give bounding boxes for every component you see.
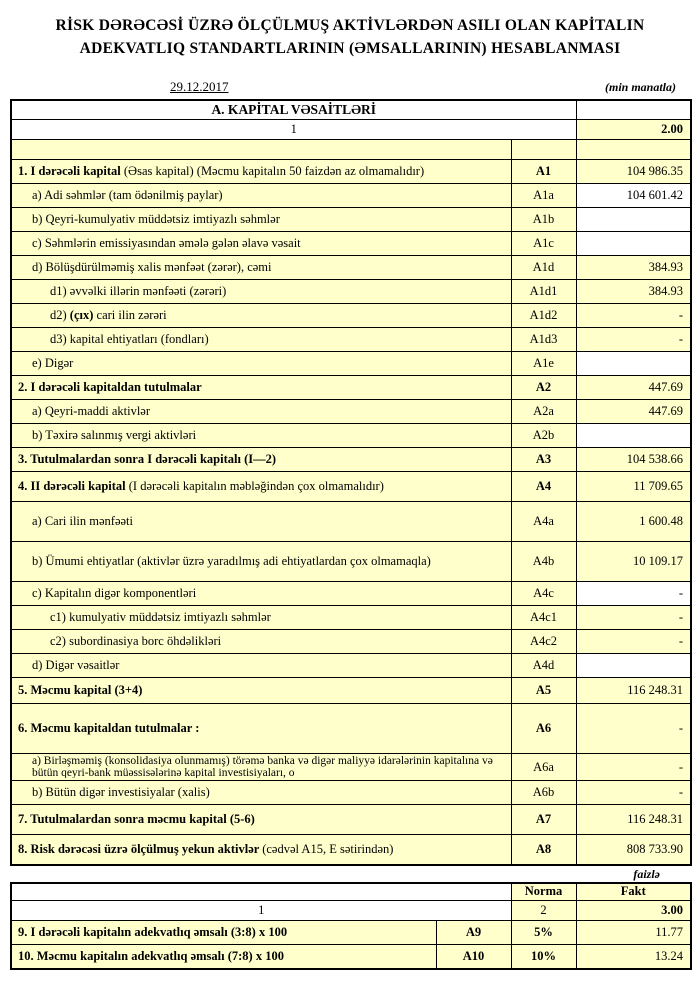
row-fakt-cell: 11.77 xyxy=(576,921,691,945)
row-label-cell xyxy=(11,376,511,400)
row-label-cell xyxy=(11,232,511,256)
row-code-cell: A6 xyxy=(511,704,576,754)
row-label-text: a) Birləşməmiş (konsolidasiya olunmamış) törəmə banka və digər maliyyə idarələrinin kapitalına və bütün qeyri-bank müəssisələrinə kapital investisiyaları, o xyxy=(32,755,493,778)
row-label-text: 7. Tutulmalardan sonra məcmu kapital (5-6) xyxy=(18,812,255,826)
row-code-cell: A5 xyxy=(511,678,576,704)
title-line-1: RİSK DƏRƏCƏSİ ÜZRƏ ÖLÇÜLMUŞ AKTİVLƏRDƏN ASILI OLAN KAPİTALIN xyxy=(55,17,645,34)
row-code-cell: A1e xyxy=(511,352,576,376)
row-label-cell: 10. Məcmu kapitalın adekvatlıq əmsalı (7:8) x 100 xyxy=(11,945,436,969)
row-label-text: c) Səhmlərin emissiyasından əmələ gələn əlavə vəsait xyxy=(32,236,301,250)
table-row xyxy=(11,256,691,280)
row-norma-cell: 10% xyxy=(511,945,576,969)
table-row xyxy=(11,140,691,160)
row-label-text: b) Təxirə salınmış vergi aktivləri xyxy=(32,428,197,442)
row-value-cell: 10 109.17 xyxy=(576,542,691,582)
row-code-cell: A4d xyxy=(511,654,576,678)
title-line-2: ADEKVATLIQ STANDARTLARININ (ƏMSALLARININ) HESABLANMASI xyxy=(79,40,621,58)
row-norma-cell: 5% xyxy=(511,921,576,945)
table-row xyxy=(11,400,691,424)
table-row xyxy=(11,630,691,654)
row-label-cell xyxy=(11,140,511,160)
ratio-col2-header: 2 xyxy=(511,901,576,921)
row-label-text: 5. Məcmu kapital (3+4) xyxy=(18,683,143,697)
capital-table-body xyxy=(11,140,691,865)
table-row xyxy=(11,921,691,945)
row-code-cell: A4c1 xyxy=(511,606,576,630)
row-value-cell: - xyxy=(576,704,691,754)
row-label-text: (Əsas kapital) (Məcmu kapitalın 50 faizdən az olmamalıdır) xyxy=(123,164,425,178)
report-date: 29.12.2017 xyxy=(170,78,229,94)
row-code-cell: A1b xyxy=(511,208,576,232)
row-label-cell xyxy=(11,472,511,502)
row-label-text: d1) əvvəlki illərin mənfəəti (zərəri) xyxy=(50,284,227,298)
row-value-cell xyxy=(576,140,691,160)
row-label-cell xyxy=(11,184,511,208)
row-label-text: d) Digər vəsaitlər xyxy=(32,658,120,672)
row-label-cell xyxy=(11,781,511,805)
row-code-cell: A4 xyxy=(511,472,576,502)
row-code-cell: A4c2 xyxy=(511,630,576,654)
fakt-header: Fakt xyxy=(576,883,691,901)
row-label-text: (I dərəcəli kapitalın məbləğindən çox olmamalıdır) xyxy=(128,479,384,493)
row-label-cell xyxy=(11,304,511,328)
column-header-row xyxy=(11,120,691,140)
row-label-cell xyxy=(11,704,511,754)
table-row xyxy=(11,184,691,208)
row-value-cell: 384.93 xyxy=(576,256,691,280)
row-label-text: d3) kapital ehtiyatları (fondları) xyxy=(50,332,209,346)
capital-table xyxy=(10,99,692,866)
table-row xyxy=(11,160,691,184)
table-row xyxy=(11,781,691,805)
table-row xyxy=(11,472,691,502)
row-value-cell: 104 601.42 xyxy=(576,184,691,208)
row-label-text: 3. Tutulmalardan sonra I dərəcəli kapitalı (I—2) xyxy=(18,452,277,466)
row-label-text: c1) kumulyativ müddətsiz imtiyazlı səhmlər xyxy=(50,610,271,624)
row-label-text: b) Bütün digər investisiyalar (xalis) xyxy=(32,785,210,799)
row-code-cell: A1c xyxy=(511,232,576,256)
column-header-1: 1 xyxy=(11,120,576,140)
row-label-text: 6. Məcmu kapitaldan tutulmalar : xyxy=(18,721,200,735)
row-label-cell xyxy=(11,754,511,781)
row-label-text: 8. Risk dərəcəsi üzrə ölçülmuş yekun aktivlər xyxy=(18,841,263,856)
row-value-cell: - xyxy=(576,754,691,781)
row-label-cell xyxy=(11,654,511,678)
row-label-text: (cədvəl A15, E sətirindən) xyxy=(262,841,394,856)
row-label-cell xyxy=(11,280,511,304)
row-label-cell: 9. I dərəcəli kapitalın adekvatlıq əmsalı (3:8) x 100 xyxy=(11,921,436,945)
table-row xyxy=(11,805,691,835)
table-row xyxy=(11,678,691,704)
row-code-cell: A8 xyxy=(511,835,576,865)
row-value-cell: - xyxy=(576,606,691,630)
norma-header: Norma xyxy=(511,883,576,901)
row-code-cell: A6a xyxy=(511,754,576,781)
table-row xyxy=(11,654,691,678)
row-value-cell: 11 709.65 xyxy=(576,472,691,502)
row-label-cell xyxy=(11,805,511,835)
row-label-text: 2. I dərəcəli kapitaldan tutulmalar xyxy=(18,380,202,394)
table-row xyxy=(11,232,691,256)
row-code-cell: A4c xyxy=(511,582,576,606)
table-row xyxy=(11,704,691,754)
row-label-cell xyxy=(11,400,511,424)
row-code-cell: A1d2 xyxy=(511,304,576,328)
row-code-cell: A10 xyxy=(436,945,511,969)
row-label-cell xyxy=(11,835,511,865)
row-value-cell xyxy=(576,352,691,376)
row-label-text: b) Ümumi ehtiyatlar (aktivlər üzrə yaradılmış adi ehtiyatlardan çox olmamaqla) xyxy=(32,554,431,568)
row-label-cell xyxy=(11,208,511,232)
table-row xyxy=(11,542,691,582)
row-label-cell xyxy=(11,448,511,472)
row-label-cell xyxy=(11,256,511,280)
row-value-cell xyxy=(576,424,691,448)
row-value-cell: 104 538.66 xyxy=(576,448,691,472)
table-row xyxy=(11,328,691,352)
row-value-cell: 116 248.31 xyxy=(576,805,691,835)
table-row xyxy=(11,754,691,781)
row-value-cell: - xyxy=(576,304,691,328)
table-row xyxy=(11,424,691,448)
ratio-header-empty-cell xyxy=(11,883,511,901)
row-code-cell: A1d3 xyxy=(511,328,576,352)
row-code-cell: A9 xyxy=(436,921,511,945)
ratio-col1-header: 1 xyxy=(11,901,511,921)
row-value-cell xyxy=(576,654,691,678)
ratio-table xyxy=(10,882,692,970)
row-value-cell xyxy=(576,208,691,232)
table-row xyxy=(11,582,691,606)
unit-note: (min manatla) xyxy=(604,79,676,94)
ratio-col3-header: 3.00 xyxy=(576,901,691,921)
table-row xyxy=(11,208,691,232)
row-value-cell: 447.69 xyxy=(576,376,691,400)
table-row xyxy=(11,835,691,865)
row-code-cell: A2 xyxy=(511,376,576,400)
row-label-cell xyxy=(11,328,511,352)
section-header-value-cell xyxy=(576,100,691,120)
row-code-cell: A1d1 xyxy=(511,280,576,304)
table-row xyxy=(11,304,691,328)
row-label-text: c2) subordinasiya borc öhdəlikləri xyxy=(50,634,222,648)
row-label-text: c) Kapitalın digər komponentləri xyxy=(32,586,197,600)
row-label-text: d2) xyxy=(50,308,70,322)
row-code-cell: A3 xyxy=(511,448,576,472)
document-title xyxy=(10,14,690,61)
row-value-cell: 808 733.90 xyxy=(576,835,691,865)
table-row xyxy=(11,448,691,472)
row-label-cell xyxy=(11,160,511,184)
row-label-cell xyxy=(11,502,511,542)
table-row xyxy=(11,352,691,376)
ratio-header-row xyxy=(11,883,691,901)
section-header: A. KAPİTAL VƏSAİTLƏRİ xyxy=(11,100,576,120)
percent-note: faizlə xyxy=(633,866,660,881)
row-value-cell: 447.69 xyxy=(576,400,691,424)
row-code-cell: A2a xyxy=(511,400,576,424)
value-column-header: 2.00 xyxy=(576,120,691,140)
row-fakt-cell: 13.24 xyxy=(576,945,691,969)
row-code-cell: A4a xyxy=(511,502,576,542)
row-label-text: d) Bölüşdürülməmiş xalis mənfəət (zərər), cəmi xyxy=(32,260,272,274)
row-label-text: a) Cari ilin mənfəəti xyxy=(32,514,134,528)
row-code-cell: A2b xyxy=(511,424,576,448)
row-label-cell xyxy=(11,678,511,704)
ratio-column-number-row xyxy=(11,901,691,921)
table-row xyxy=(11,502,691,542)
meta-row xyxy=(10,75,690,95)
row-value-cell xyxy=(576,232,691,256)
row-label-cell xyxy=(11,542,511,582)
row-label-cell xyxy=(11,606,511,630)
row-label-cell xyxy=(11,352,511,376)
row-label-text: cari ilin zərəri xyxy=(93,308,167,322)
table-row xyxy=(11,606,691,630)
table-row xyxy=(11,376,691,400)
row-code-cell: A1 xyxy=(511,160,576,184)
row-label-text: b) Qeyri-kumulyativ müddətsiz imtiyazlı səhmlər xyxy=(32,212,280,226)
row-value-cell: - xyxy=(576,328,691,352)
row-code-cell: A6b xyxy=(511,781,576,805)
row-value-cell: 104 986.35 xyxy=(576,160,691,184)
section-header-row xyxy=(11,100,691,120)
row-label-cell xyxy=(11,582,511,606)
row-value-cell: 1 600.48 xyxy=(576,502,691,542)
row-label-text: 1. I dərəcəli kapital xyxy=(18,164,124,178)
row-code-cell: A7 xyxy=(511,805,576,835)
table-row xyxy=(11,280,691,304)
row-value-cell: 116 248.31 xyxy=(576,678,691,704)
row-code-cell: A1a xyxy=(511,184,576,208)
row-code-cell: A1d xyxy=(511,256,576,280)
row-label-text: 4. II dərəcəli kapital xyxy=(18,479,129,493)
row-label-text: a) Adi səhmlər (tam ödənilmiş paylar) xyxy=(32,188,223,202)
row-code-cell: A4b xyxy=(511,542,576,582)
table-row xyxy=(11,945,691,969)
row-value-cell: - xyxy=(576,630,691,654)
row-label-cell xyxy=(11,630,511,654)
row-code-cell xyxy=(511,140,576,160)
row-value-cell: - xyxy=(576,582,691,606)
row-label-text: e) Digər xyxy=(32,356,74,370)
ratio-table-body xyxy=(11,921,691,969)
row-value-cell: 384.93 xyxy=(576,280,691,304)
row-value-cell: - xyxy=(576,781,691,805)
row-label-text: a) Qeyri-maddi aktivlər xyxy=(32,404,151,418)
row-label-cell xyxy=(11,424,511,448)
row-label-text: (çıx) xyxy=(69,308,94,322)
